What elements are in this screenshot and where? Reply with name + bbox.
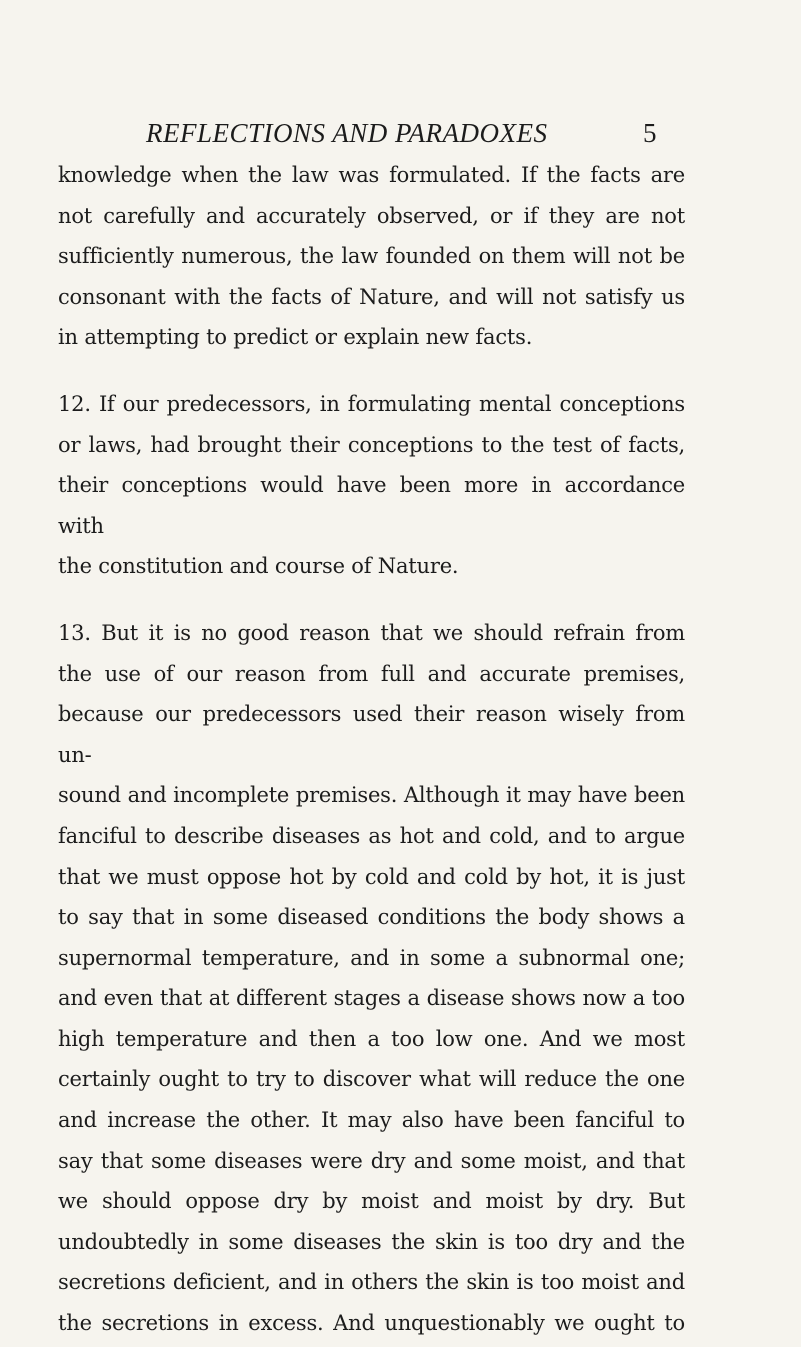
text-line: sufficiently numerous, the law founded on them will not be bbox=[58, 244, 685, 269]
text-line: 12. If our predecessors, in formulating mental conceptions bbox=[58, 391, 685, 416]
text-line: the use of our reason from full and accurate premises, bbox=[58, 661, 685, 686]
paragraph-continuation bbox=[58, 155, 685, 358]
text-line: sound and incomplete premises. Although it may have been bbox=[58, 783, 685, 808]
text-line: we should oppose dry by moist and moist by dry. But bbox=[58, 1189, 685, 1214]
text-line: their conceptions would have been more in accordance with bbox=[58, 473, 685, 538]
running-head: REFLECTIONS AND PARADOXES bbox=[146, 118, 548, 148]
text-line: say that some diseases were dry and some moist, and that bbox=[58, 1148, 685, 1173]
text-line: certainly ought to try to discover what will reduce the one bbox=[58, 1067, 685, 1092]
page-number: 5 bbox=[643, 118, 657, 148]
text-line: not carefully and accurately observed, or if they are not bbox=[58, 203, 685, 228]
text-line: because our predecessors used their reason wisely from un- bbox=[58, 702, 685, 767]
text-line: undoubtedly in some diseases the skin is too dry and the bbox=[58, 1229, 685, 1254]
text-line: to say that in some diseased conditions the body shows a bbox=[58, 905, 685, 930]
text-line: secretions deficient, and in others the skin is too moist and bbox=[58, 1270, 685, 1295]
body-text bbox=[58, 155, 685, 1344]
text-line: in attempting to predict or explain new facts. bbox=[58, 325, 533, 350]
text-line: the secretions in excess. And unquestionably we ought to bbox=[58, 1311, 685, 1336]
text-line: 13. But it is no good reason that we should refrain from bbox=[58, 620, 685, 645]
text-line: the constitution and course of Nature. bbox=[58, 554, 459, 579]
paragraph-13 bbox=[58, 613, 685, 1344]
text-line: knowledge when the law was formulated. If the facts are bbox=[58, 163, 685, 187]
text-line: and increase the other. It may also have been fanciful to bbox=[58, 1108, 685, 1133]
text-line: fanciful to describe diseases as hot and cold, and to argue bbox=[58, 823, 685, 848]
text-line: that we must oppose hot by cold and cold by hot, it is just bbox=[58, 864, 685, 889]
text-line: supernormal temperature, and in some a subnormal one; bbox=[58, 945, 685, 970]
text-line: and even that at different stages a disease shows now a too bbox=[58, 986, 685, 1011]
text-line: high temperature and then a too low one. And we most bbox=[58, 1026, 685, 1051]
text-line: consonant with the facts of Nature, and will not satisfy us bbox=[58, 284, 685, 309]
text-line: or laws, had brought their conceptions to the test of facts, bbox=[58, 432, 685, 457]
paragraph-12 bbox=[58, 384, 685, 587]
